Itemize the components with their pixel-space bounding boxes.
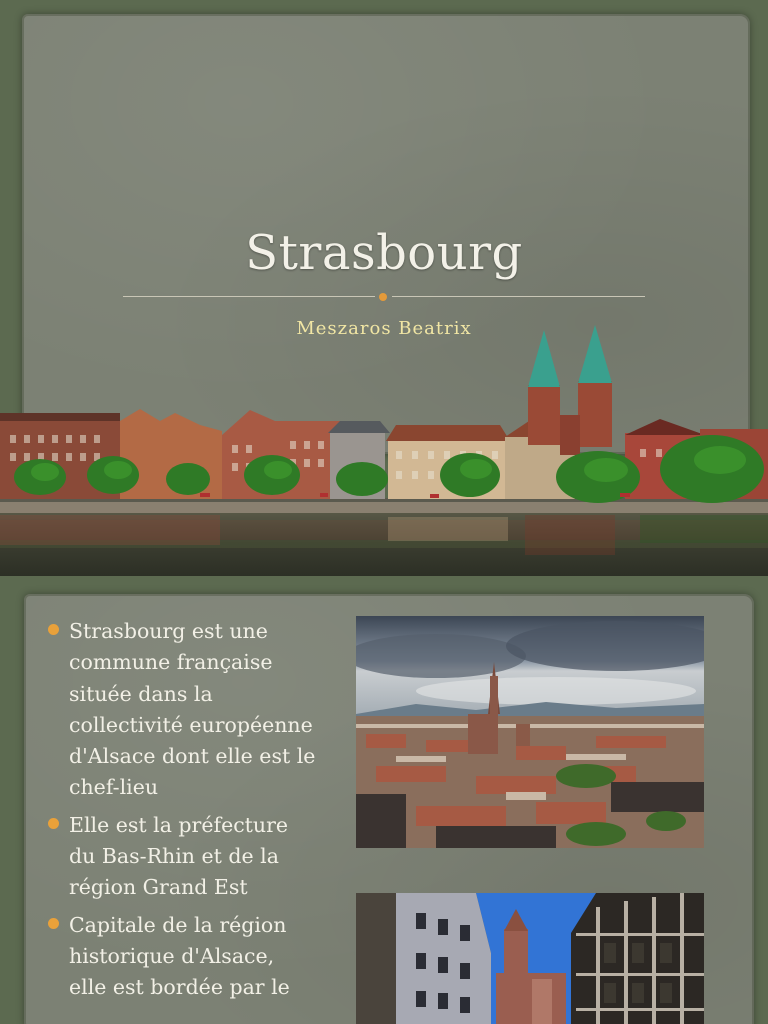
slide-subtitle: Meszaros Beatrix: [296, 318, 472, 339]
city-panorama-image: [0, 325, 768, 576]
divider-dot: [379, 293, 387, 301]
bullet-dot-icon: [48, 818, 59, 829]
cathedral-city-view-image: [356, 616, 704, 848]
bullet-dot-icon: [48, 624, 59, 635]
title-divider-right: [392, 296, 645, 297]
bullet-dot-icon: [48, 918, 59, 929]
title-divider-left: [123, 296, 375, 297]
bullet-item: Capitale de la région historique d'Alsace, elle est bordée par le: [48, 910, 318, 1004]
cathedral-street-image: [356, 893, 704, 1024]
bullet-item: Elle est la préfecture du Bas-Rhin et de la région Grand Est: [48, 810, 318, 904]
bullet-list: [48, 616, 318, 1010]
slide-title: Strasbourg: [245, 225, 523, 281]
bullet-item: Strasbourg est une commune française située dans la collectivité européenne d'Alsace dont elle est le chef-lieu: [48, 616, 318, 804]
